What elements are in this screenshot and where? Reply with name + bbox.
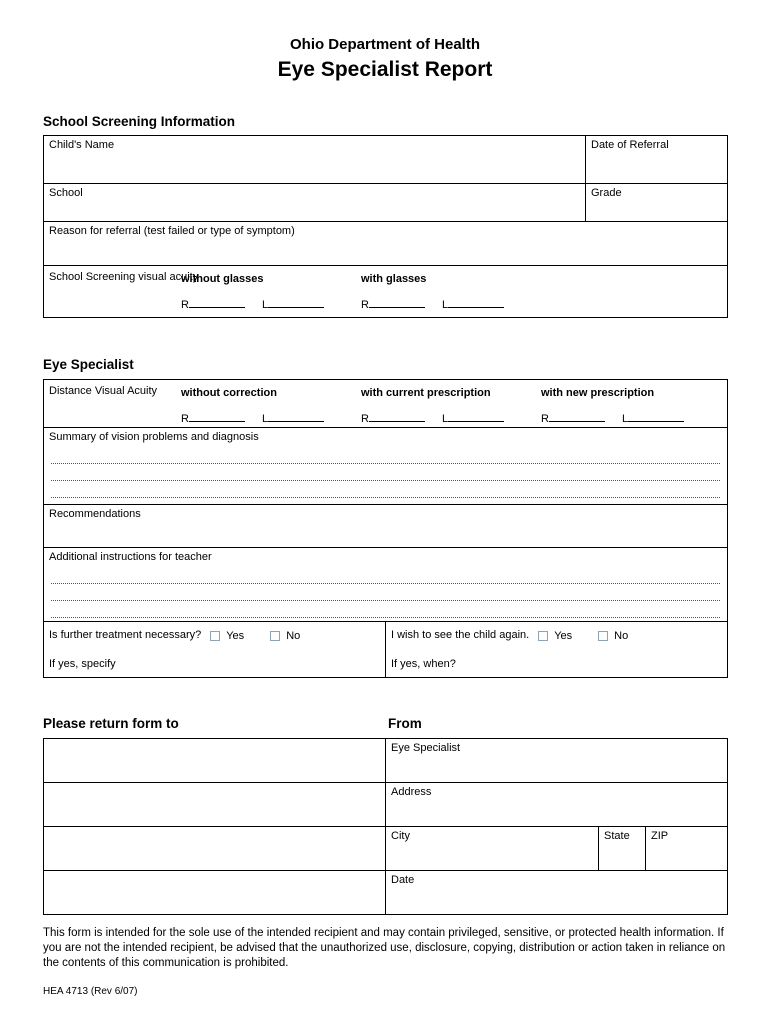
reason-for-referral-field[interactable] <box>44 222 728 266</box>
from-eye-specialist-label: Eye Specialist <box>391 741 461 754</box>
instructions-line-3[interactable] <box>51 601 720 618</box>
summary-line-1[interactable] <box>51 444 720 464</box>
with-current-prescription-label: with current prescription <box>361 386 491 399</box>
recommendations-field[interactable] <box>44 504 728 547</box>
school-visual-acuity-label: School Screening visual acuity <box>49 271 199 284</box>
further-treatment-label: Is further treatment necessary? <box>49 629 202 642</box>
current-prescription-l-line[interactable] <box>448 411 504 422</box>
school-label: School <box>49 187 83 200</box>
grade-label: Grade <box>591 187 622 200</box>
school-without-glasses-l-line[interactable] <box>268 297 324 308</box>
return-to-line-2[interactable] <box>44 782 386 826</box>
form-number: HEA 4713 (Rev 6/07) <box>43 986 138 998</box>
school-field[interactable] <box>44 184 586 222</box>
date-of-referral-label: Date of Referral <box>591 139 669 152</box>
additional-instructions-field[interactable] <box>44 547 728 622</box>
new-prescription-l-line[interactable] <box>628 411 684 422</box>
document-title: Eye Specialist Report <box>277 58 493 81</box>
school-screening-table <box>43 135 728 318</box>
r-label: R <box>361 299 369 312</box>
return-from-table <box>43 738 728 915</box>
further-treatment-yes-checkbox[interactable] <box>210 631 220 641</box>
see-child-again-row <box>391 629 722 643</box>
without-correction-label: without correction <box>181 386 277 399</box>
if-yes-when-label: If yes, when? <box>391 658 456 671</box>
l-label: L <box>262 412 269 425</box>
see-child-again-no-checkbox[interactable] <box>598 631 608 641</box>
see-child-again-label: I wish to see the child again. <box>391 629 530 642</box>
school-with-glasses-l-line[interactable] <box>448 297 504 308</box>
recommendations-label: Recommendations <box>49 507 141 520</box>
further-treatment-cell <box>44 622 386 678</box>
from-address-label: Address <box>391 785 432 798</box>
from-date-label: Date <box>391 873 415 886</box>
current-prescription-r-line[interactable] <box>369 411 425 422</box>
further-treatment-no-checkbox[interactable] <box>270 631 280 641</box>
school-rl-without-glasses <box>181 297 324 311</box>
school-screening-heading: School Screening Information <box>43 114 236 130</box>
without-correction-l-line[interactable] <box>268 411 324 422</box>
from-city-label: City <box>391 829 410 842</box>
instructions-line-1[interactable] <box>51 564 720 584</box>
from-state-field[interactable] <box>599 826 646 870</box>
school-visual-acuity-cell <box>44 266 728 318</box>
r-label: R <box>361 412 369 425</box>
childs-name-field[interactable] <box>44 136 586 184</box>
from-state-label: State <box>604 829 630 842</box>
without-correction-r-line[interactable] <box>189 411 245 422</box>
org-name: Ohio Department of Health <box>289 36 480 53</box>
instructions-line-2[interactable] <box>51 584 720 601</box>
summary-label: Summary of vision problems and diagnosis <box>49 430 259 443</box>
eye-specialist-table <box>43 379 728 679</box>
specialist-rl-current-prescription <box>361 411 504 425</box>
further-treatment-yes-label: Yes <box>226 630 245 643</box>
return-to-line-4[interactable] <box>44 870 386 914</box>
additional-instructions-label: Additional instructions for teacher <box>49 550 212 563</box>
r-label: R <box>181 412 189 425</box>
with-new-prescription-label: with new prescription <box>541 386 655 399</box>
l-label: L <box>262 299 269 312</box>
return-to-line-3[interactable] <box>44 826 386 870</box>
see-child-again-yes-label: Yes <box>554 630 573 643</box>
return-from-headings <box>43 716 727 732</box>
grade-field[interactable] <box>586 184 728 222</box>
from-zip-label: ZIP <box>651 829 669 842</box>
document-header <box>43 36 727 82</box>
see-child-again-yes-checkbox[interactable] <box>538 631 548 641</box>
further-treatment-no-label: No <box>286 630 301 643</box>
from-address-field[interactable] <box>386 782 728 826</box>
r-label: R <box>181 299 189 312</box>
l-label: L <box>442 299 449 312</box>
eye-specialist-heading: Eye Specialist <box>43 357 134 373</box>
childs-name-label: Child's Name <box>49 139 115 152</box>
distance-visual-acuity-cell <box>44 379 728 427</box>
reason-for-referral-label: Reason for referral (test failed or type of symptom) <box>49 225 295 238</box>
from-heading: From <box>388 716 422 732</box>
please-return-heading: Please return form to <box>43 716 179 732</box>
specialist-rl-new-prescription <box>541 411 684 425</box>
from-zip-field[interactable] <box>646 826 728 870</box>
return-to-line-1[interactable] <box>44 738 386 782</box>
without-glasses-label: without glasses <box>181 273 264 286</box>
from-city-field[interactable] <box>386 826 599 870</box>
with-glasses-label: with glasses <box>361 273 427 286</box>
date-of-referral-field[interactable] <box>586 136 728 184</box>
summary-line-3[interactable] <box>51 481 720 498</box>
new-prescription-r-line[interactable] <box>549 411 605 422</box>
r-label: R <box>541 412 549 425</box>
summary-line-2[interactable] <box>51 464 720 481</box>
from-date-field[interactable] <box>386 870 728 914</box>
school-without-glasses-r-line[interactable] <box>189 297 245 308</box>
school-rl-with-glasses <box>361 297 504 311</box>
l-label: L <box>442 412 449 425</box>
see-child-again-no-label: No <box>614 630 629 643</box>
disclaimer-text: This form is intended for the sole use of the intended recipient and may contain privileged, sensitive, or protected health information. If you are not the intended recipient, be advised that the unauthorized use, disclosure, copying, distribution or action taken in reliance on the contents of this communication is prohibited. <box>43 926 726 969</box>
specialist-rl-without-correction <box>181 411 324 425</box>
further-treatment-row <box>49 629 380 643</box>
school-with-glasses-r-line[interactable] <box>369 297 425 308</box>
distance-visual-acuity-label: Distance Visual Acuity <box>49 384 158 397</box>
see-child-again-cell <box>386 622 728 678</box>
if-yes-specify-label: If yes, specify <box>49 658 116 671</box>
summary-field[interactable] <box>44 427 728 504</box>
l-label: L <box>622 412 629 425</box>
from-eye-specialist-field[interactable] <box>386 738 728 782</box>
